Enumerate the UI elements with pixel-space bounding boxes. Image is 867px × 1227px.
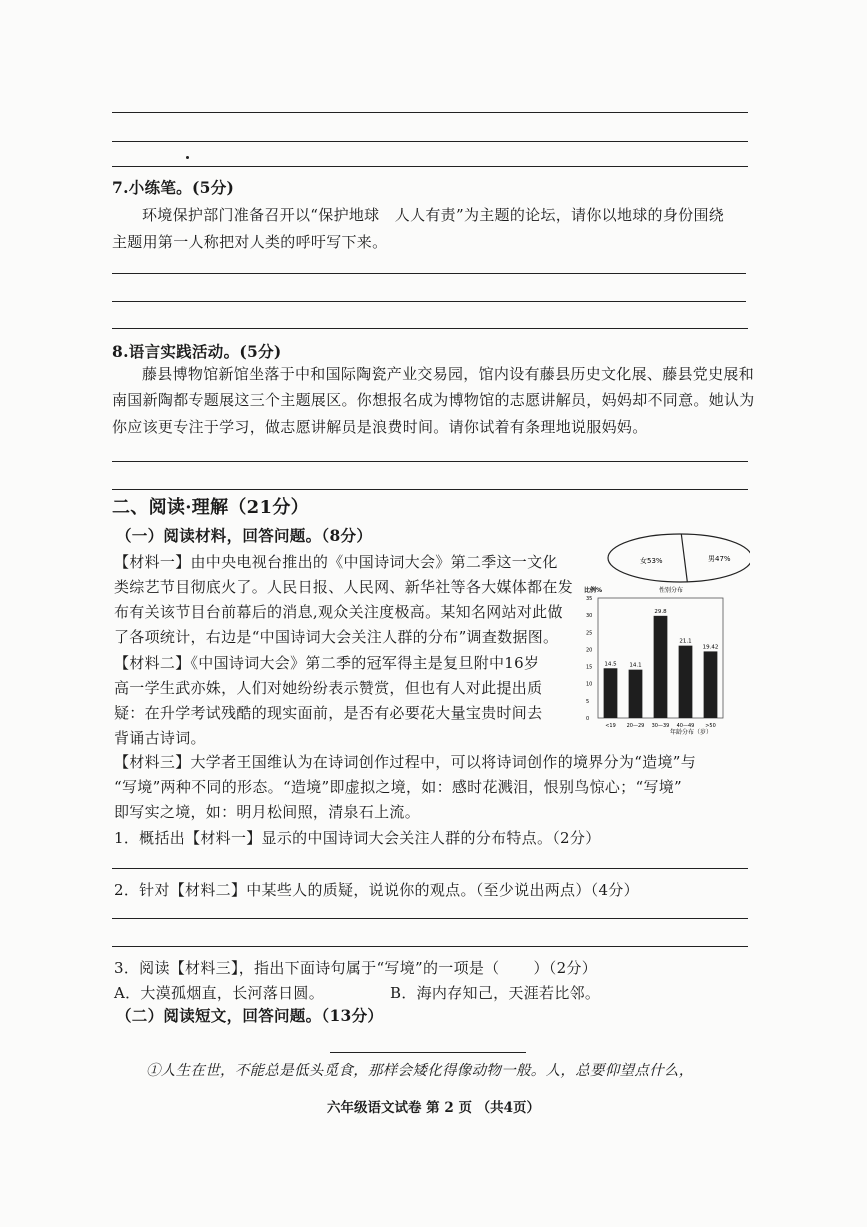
section-title: 二、阅读·理解（21分）	[112, 497, 309, 518]
answer-line	[112, 461, 748, 462]
y-tick-label: 20	[586, 647, 593, 654]
material-3: “写境”两种不同的形态。“造境”即虚拟之境，如：感时花溅泪，恨别鸟惊心；“写境”	[114, 778, 683, 796]
answer-line	[112, 918, 748, 919]
option-a: A．大漠孤烟直，长河落日圆。	[114, 984, 325, 1002]
question-1: 1．概括出【材料一】显示的中国诗词大会关注人群的分布特点。（2分）	[114, 829, 601, 847]
x-tick-label: 20—29	[626, 723, 645, 729]
stray-dot	[186, 156, 189, 159]
y-axis-label: 比例%	[584, 587, 603, 594]
bar-value-label: 14.5	[604, 661, 617, 668]
y-tick-label: 25	[586, 630, 593, 637]
question-3-stem: 3．阅读【材料三】，指出下面诗句属于“写境”的一项是（	[114, 959, 500, 977]
bars	[604, 609, 719, 718]
answer-line	[112, 112, 748, 113]
y-tick-label: 30	[586, 613, 593, 620]
survey-chart	[580, 530, 750, 740]
y-tick-label: 5	[586, 698, 590, 705]
bar-value-label: 19.42	[702, 644, 719, 651]
title-line	[330, 1052, 526, 1053]
x-tick-label: >50	[705, 723, 716, 729]
y-tick-label: 0	[586, 716, 590, 722]
answer-line	[112, 273, 746, 274]
q7-text: 环境保护部门准备召开以“保护地球 人人有责”为主题的论坛，请你以地球的身份围绕	[142, 206, 725, 224]
question-3	[114, 958, 597, 978]
y-tick-label: 15	[586, 664, 593, 671]
part2-title: （二）阅读短文，回答问题。（13分）	[116, 1006, 384, 1025]
y-tick-label: 10	[586, 681, 593, 688]
option-b: B．海内存知己，天涯若比邻。	[390, 984, 601, 1002]
pie-chart	[608, 534, 750, 582]
q8-text: 藤县博物馆新馆坐落于中和国际陶瓷产业交易园，馆内设有藤县历史文化展、藤县党史展和	[142, 365, 755, 383]
bar-value-label: 14.1	[629, 662, 642, 669]
bar	[604, 668, 618, 718]
bar-value-label: 29.8	[654, 608, 667, 615]
bar	[704, 651, 718, 718]
pie-slice-divider	[681, 534, 687, 582]
q7-text: 主题用第一人称把对人类的呼吁写下来。	[112, 233, 388, 251]
answer-line	[112, 328, 748, 329]
bar-value-label: 21.1	[679, 638, 692, 645]
material-1: 类综艺节目彻底火了。人民日报、人民网、新华社等各大媒体都在发	[114, 578, 574, 596]
bar	[679, 646, 693, 718]
question-2: 2．针对【材料二】中某些人的质疑，说说你的观点。（至少说出两点）（4分）	[114, 881, 639, 899]
bar	[629, 670, 643, 718]
bar	[654, 616, 668, 718]
material-1: 了各项统计，右边是“中国诗词大会关注人群的分布”调查数据图。	[114, 628, 559, 646]
page-footer: 六年级语文试卷 第 2 页 （共4页）	[326, 1100, 541, 1116]
x-tick-label: 40—49	[676, 723, 695, 729]
passage-line: ①人生在世，不能总是低头觅食，那样会矮化得像动物一般。人，总要仰望点什么，	[146, 1063, 694, 1079]
q8-title: 8.语言实践活动。(5分)	[112, 342, 282, 361]
question-3-score: ）（2分）	[533, 959, 598, 977]
answer-line	[112, 489, 748, 490]
q8-text: 南国新陶都专题展这三个主题展区。你想报名成为博物馆的志愿讲解员，妈妈却不同意。她认为	[112, 391, 755, 409]
answer-line	[112, 946, 748, 947]
material-2: 疑：在升学考试残酷的现实面前，是否有必要花大量宝贵时间去	[114, 704, 543, 722]
answer-line	[112, 301, 746, 302]
y-tick-label: 35	[586, 596, 593, 602]
answer-line	[112, 141, 748, 142]
q8-text: 你应该更专注于学习，做志愿讲解员是浪费时间。请你试着有条理地说服妈妈。	[112, 418, 648, 436]
material-3: 【材料三】大学者王国维认为在诗词创作过程中，可以将诗词创作的境界分为“造境”与	[114, 753, 697, 771]
x-axis-label: 年龄分布（岁）	[670, 729, 713, 736]
material-2: 背诵古诗词。	[114, 729, 206, 747]
x-tick-label: 30—39	[651, 723, 670, 729]
material-2: 高一学生武亦姝，人们对她纷纷表示赞赏，但也有人对此提出质	[114, 679, 543, 697]
pie-label-male: 男47%	[708, 555, 731, 563]
bar-chart-title: 性别分布	[659, 587, 684, 594]
pie-label-female: 女53%	[640, 557, 663, 565]
q7-title: 7.小练笔。(5分)	[112, 178, 235, 197]
answer-line	[112, 166, 748, 167]
material-2: 【材料二】《中国诗词大会》第二季的冠军得主是复旦附中16岁	[114, 654, 540, 672]
material-1: 【材料一】由中央电视台推出的《中国诗词大会》第二季这一文化	[114, 553, 558, 571]
part1-title: （一）阅读材料，回答问题。（8分）	[116, 526, 373, 545]
answer-line	[112, 868, 748, 869]
x-tick-label: <19	[605, 723, 616, 729]
material-1: 布有关该节目台前幕后的消息,观众关注度极高。某知名网站对此做	[114, 603, 563, 621]
y-ticks	[586, 596, 592, 722]
material-3: 即写实之境，如：明月松间照，清泉石上流。	[114, 803, 421, 821]
